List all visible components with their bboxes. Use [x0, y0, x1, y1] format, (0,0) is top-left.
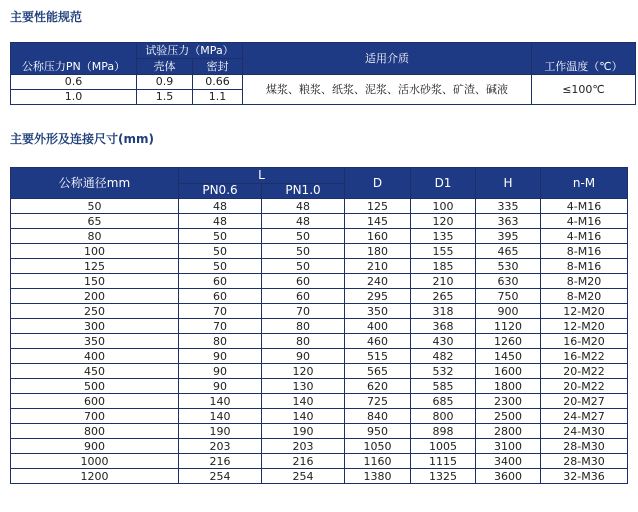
cell-L-pn10: 80 [262, 319, 345, 334]
cell-seal: 0.66 [193, 75, 243, 90]
cell-H: 1120 [476, 319, 541, 334]
cell-D1: 368 [411, 319, 476, 334]
cell-L-pn06: 50 [179, 244, 262, 259]
section-title-performance: 主要性能规范 [10, 10, 83, 24]
cell-L-pn06: 60 [179, 289, 262, 304]
cell-H: 630 [476, 274, 541, 289]
cell-n-M: 20-M27 [541, 394, 628, 409]
cell-n-M: 28-M30 [541, 454, 628, 469]
cell-D: 210 [345, 259, 411, 274]
cell-L-pn10: 140 [262, 409, 345, 424]
cell-nominal-diameter: 500 [11, 379, 179, 394]
cell-nominal-diameter: 800 [11, 424, 179, 439]
cell-H: 335 [476, 199, 541, 214]
cell-L-pn06: 50 [179, 259, 262, 274]
cell-H: 1800 [476, 379, 541, 394]
cell-n-M: 12-M20 [541, 304, 628, 319]
cell-D1: 120 [411, 214, 476, 229]
cell-L-pn10: 50 [262, 229, 345, 244]
cell-H: 2800 [476, 424, 541, 439]
table-row [11, 289, 628, 304]
cell-shell: 1.5 [137, 90, 193, 105]
header-n-M: n-M [541, 168, 628, 199]
table-row [11, 349, 628, 364]
cell-D: 240 [345, 274, 411, 289]
cell-D1: 800 [411, 409, 476, 424]
cell-n-M: 32-M36 [541, 469, 628, 484]
table-row [11, 364, 628, 379]
cell-nominal-diameter: 100 [11, 244, 179, 259]
performance-table [10, 42, 636, 105]
cell-D1: 1115 [411, 454, 476, 469]
header-seal: 密封 [193, 59, 243, 75]
cell-D: 1050 [345, 439, 411, 454]
cell-D1: 898 [411, 424, 476, 439]
cell-n-M: 16-M22 [541, 349, 628, 364]
header-working-temp: 工作温度（℃） [532, 43, 636, 75]
cell-D1: 185 [411, 259, 476, 274]
cell-nominal-diameter: 1200 [11, 469, 179, 484]
cell-L-pn10: 254 [262, 469, 345, 484]
cell-L-pn06: 140 [179, 394, 262, 409]
cell-nominal-diameter: 600 [11, 394, 179, 409]
table-row [11, 229, 628, 244]
table-row [11, 214, 628, 229]
cell-D: 725 [345, 394, 411, 409]
cell-L-pn10: 190 [262, 424, 345, 439]
cell-nominal-diameter: 150 [11, 274, 179, 289]
table-row [11, 259, 628, 274]
cell-L-pn06: 90 [179, 379, 262, 394]
header-test-pressure: 试验压力（MPa） [137, 43, 243, 59]
cell-L-pn06: 50 [179, 229, 262, 244]
cell-D1: 1325 [411, 469, 476, 484]
cell-n-M: 20-M22 [541, 379, 628, 394]
cell-D: 460 [345, 334, 411, 349]
cell-D: 400 [345, 319, 411, 334]
cell-nominal-diameter: 125 [11, 259, 179, 274]
cell-L-pn10: 216 [262, 454, 345, 469]
header-D: D [345, 168, 411, 199]
cell-nominal-diameter: 50 [11, 199, 179, 214]
cell-pn: 1.0 [11, 90, 137, 105]
table-row [11, 334, 628, 349]
cell-D: 180 [345, 244, 411, 259]
cell-L-pn10: 60 [262, 289, 345, 304]
cell-D: 1160 [345, 454, 411, 469]
cell-n-M: 8-M16 [541, 259, 628, 274]
table-row [11, 424, 628, 439]
cell-D: 125 [345, 199, 411, 214]
header-nominal-pressure: 公称压力PN（MPa） [11, 43, 137, 75]
cell-D: 160 [345, 229, 411, 244]
cell-L-pn06: 90 [179, 349, 262, 364]
cell-n-M: 20-M22 [541, 364, 628, 379]
cell-n-M: 8-M16 [541, 244, 628, 259]
table-row [11, 75, 636, 90]
cell-D1: 100 [411, 199, 476, 214]
header-media: 适用介质 [243, 43, 532, 75]
table-row [11, 409, 628, 424]
cell-D: 840 [345, 409, 411, 424]
table-row [11, 304, 628, 319]
header-pn10: PN1.0 [262, 183, 345, 199]
header-D1: D1 [411, 168, 476, 199]
cell-L-pn10: 50 [262, 244, 345, 259]
cell-nominal-diameter: 250 [11, 304, 179, 319]
cell-pn: 0.6 [11, 75, 137, 90]
cell-nominal-diameter: 700 [11, 409, 179, 424]
cell-L-pn10: 70 [262, 304, 345, 319]
cell-D1: 210 [411, 274, 476, 289]
cell-L-pn10: 130 [262, 379, 345, 394]
table-row [11, 199, 628, 214]
cell-seal: 1.1 [193, 90, 243, 105]
cell-H: 395 [476, 229, 541, 244]
cell-L-pn06: 203 [179, 439, 262, 454]
cell-D1: 585 [411, 379, 476, 394]
cell-n-M: 4-M16 [541, 229, 628, 244]
cell-H: 1450 [476, 349, 541, 364]
cell-L-pn10: 120 [262, 364, 345, 379]
cell-D: 515 [345, 349, 411, 364]
cell-H: 530 [476, 259, 541, 274]
cell-n-M: 8-M20 [541, 289, 628, 304]
table-row [11, 379, 628, 394]
cell-n-M: 24-M30 [541, 424, 628, 439]
cell-L-pn10: 50 [262, 259, 345, 274]
cell-n-M: 4-M16 [541, 199, 628, 214]
cell-L-pn06: 190 [179, 424, 262, 439]
cell-nominal-diameter: 400 [11, 349, 179, 364]
cell-H: 750 [476, 289, 541, 304]
cell-L-pn06: 60 [179, 274, 262, 289]
table-row [11, 469, 628, 484]
cell-H: 3100 [476, 439, 541, 454]
table-row [11, 274, 628, 289]
cell-D1: 135 [411, 229, 476, 244]
cell-D1: 482 [411, 349, 476, 364]
cell-n-M: 12-M20 [541, 319, 628, 334]
cell-n-M: 16-M20 [541, 334, 628, 349]
cell-D1: 685 [411, 394, 476, 409]
cell-D1: 265 [411, 289, 476, 304]
cell-L-pn10: 48 [262, 199, 345, 214]
section-title-dimensions: 主要外形及连接尺寸(mm) [10, 132, 154, 146]
cell-H: 1260 [476, 334, 541, 349]
header-shell: 壳体 [137, 59, 193, 75]
dimensions-table [10, 167, 628, 484]
cell-L-pn06: 254 [179, 469, 262, 484]
cell-L-pn06: 90 [179, 364, 262, 379]
cell-H: 3600 [476, 469, 541, 484]
cell-nominal-diameter: 900 [11, 439, 179, 454]
cell-shell: 0.9 [137, 75, 193, 90]
cell-n-M: 4-M16 [541, 214, 628, 229]
cell-L-pn10: 80 [262, 334, 345, 349]
cell-nominal-diameter: 450 [11, 364, 179, 379]
cell-n-M: 8-M20 [541, 274, 628, 289]
cell-L-pn06: 80 [179, 334, 262, 349]
cell-D: 295 [345, 289, 411, 304]
cell-H: 900 [476, 304, 541, 319]
table-row [11, 244, 628, 259]
cell-D: 565 [345, 364, 411, 379]
cell-n-M: 28-M30 [541, 439, 628, 454]
cell-D1: 155 [411, 244, 476, 259]
cell-D: 350 [345, 304, 411, 319]
cell-L-pn06: 70 [179, 319, 262, 334]
cell-nominal-diameter: 1000 [11, 454, 179, 469]
cell-nominal-diameter: 200 [11, 289, 179, 304]
cell-D: 1380 [345, 469, 411, 484]
cell-D1: 318 [411, 304, 476, 319]
cell-D: 950 [345, 424, 411, 439]
cell-L-pn06: 70 [179, 304, 262, 319]
cell-H: 1600 [476, 364, 541, 379]
cell-H: 2300 [476, 394, 541, 409]
header-H: H [476, 168, 541, 199]
cell-D: 145 [345, 214, 411, 229]
header-L: L [179, 168, 345, 184]
cell-n-M: 24-M27 [541, 409, 628, 424]
cell-nominal-diameter: 65 [11, 214, 179, 229]
cell-D1: 532 [411, 364, 476, 379]
cell-media: 煤浆、粮浆、纸浆、泥浆、活水砂浆、矿渣、碱液 [243, 75, 532, 105]
cell-nominal-diameter: 350 [11, 334, 179, 349]
cell-L-pn06: 140 [179, 409, 262, 424]
cell-L-pn10: 203 [262, 439, 345, 454]
cell-L-pn10: 60 [262, 274, 345, 289]
cell-L-pn10: 48 [262, 214, 345, 229]
cell-H: 3400 [476, 454, 541, 469]
cell-L-pn06: 216 [179, 454, 262, 469]
cell-temp: ≤100℃ [532, 75, 636, 105]
cell-L-pn06: 48 [179, 214, 262, 229]
cell-H: 2500 [476, 409, 541, 424]
table-row [11, 319, 628, 334]
table-row [11, 454, 628, 469]
header-nominal-diameter: 公称通径mm [11, 168, 179, 199]
cell-D1: 430 [411, 334, 476, 349]
cell-D: 620 [345, 379, 411, 394]
table-row [11, 439, 628, 454]
cell-L-pn10: 140 [262, 394, 345, 409]
cell-H: 363 [476, 214, 541, 229]
cell-D1: 1005 [411, 439, 476, 454]
cell-nominal-diameter: 80 [11, 229, 179, 244]
table-row [11, 394, 628, 409]
cell-nominal-diameter: 300 [11, 319, 179, 334]
cell-H: 465 [476, 244, 541, 259]
header-pn06: PN0.6 [179, 183, 262, 199]
cell-L-pn10: 90 [262, 349, 345, 364]
cell-L-pn06: 48 [179, 199, 262, 214]
